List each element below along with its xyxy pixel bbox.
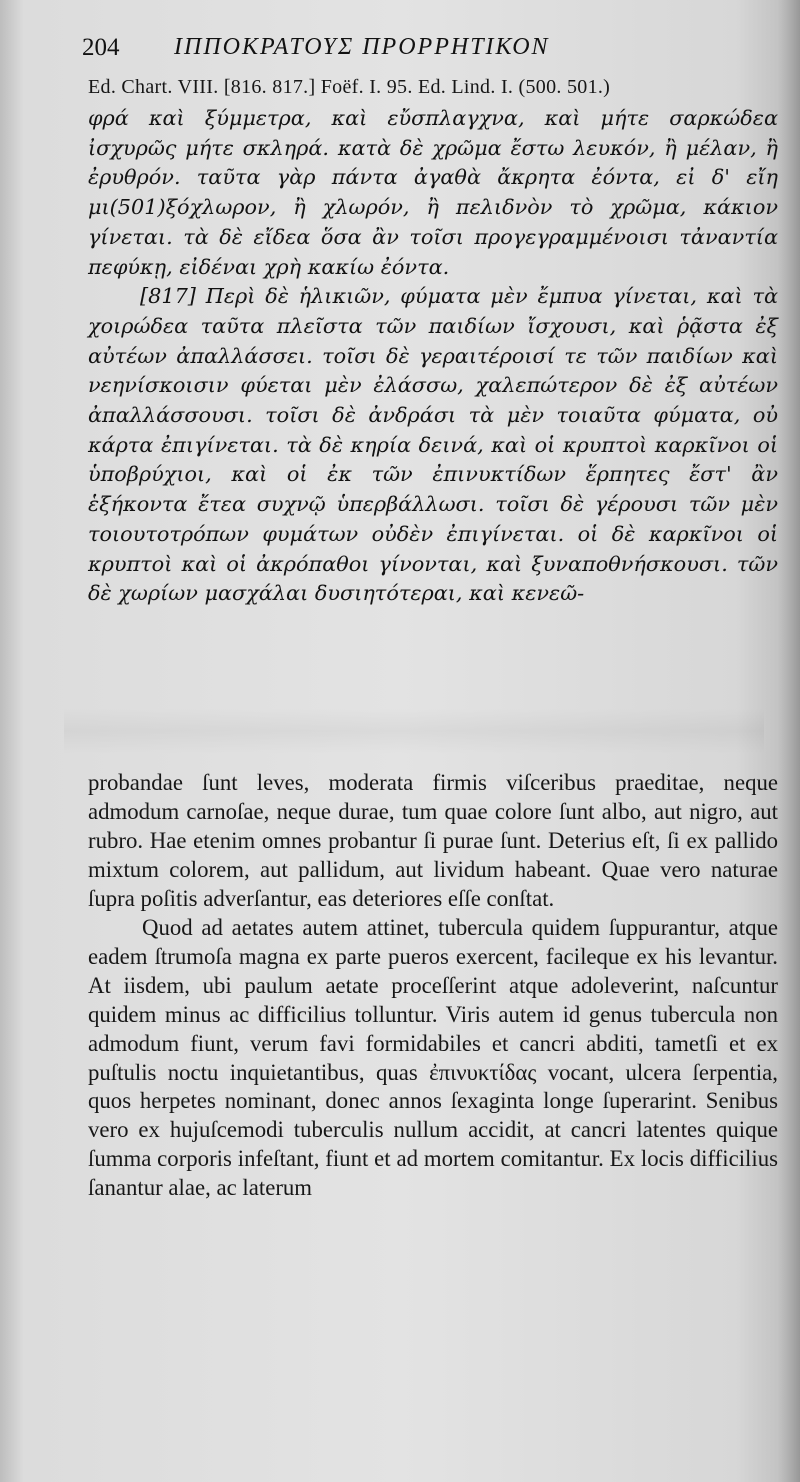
page-header	[82, 34, 782, 68]
page-title: ΙΠΠΟΚΡΑΤΟΥΣ ΠΡΟΡΡΗΤΙΚΟΝ	[174, 34, 550, 60]
page-number: 204	[82, 34, 120, 61]
page-edge-shadow	[778, 0, 800, 1482]
greek-paragraph-2: [817] Περὶ δὲ ἡλικιῶν, φύματα μὲν ἔμπυα γίνεται, καὶ τὰ χοιρώδεα ταῦτα πλεῖστα τῶν παιδίων ἴσχουσι, καὶ ῥᾷστα ἐξ αὐτέων ἀπαλλάσσει. τοῖσι δὲ γεραιτέροισί τε τῶν παιδίων καὶ νεηνίσκοισιν φύεται μὲν ἐλάσσω, χαλεπώτερον δὲ ἐξ αὐτέων ἀπαλλάσσουσι. τοῖσι δὲ ἀνδράσι τὰ μὲν τοιαῦτα φύματα, οὐ κάρτα ἐπιγίνεται. τὰ δὲ κηρία δεινά, καὶ οἱ κρυπτοὶ καρκῖνοι οἱ ὑποβρύχιοι, καὶ οἱ ἐκ τῶν ἐπινυκτίδων ἕρπητες ἔστ' ἂν ἑξήκοντα ἔτεα συχνῷ ὑπερβάλλωσι. τοῖσι δὲ γέρουσι τῶν μὲν τοιουτοτρόπων φυμάτων οὐδὲν ἐπιγίνεται. οἱ δὲ καρκῖνοι οἱ κρυπτοὶ καὶ οἱ ἀκρόπαθοι γίνονται, καὶ ξυναποθνήσκουσι. τῶν δὲ χωρίων μασχάλαι δυσιητότεραι, καὶ κενεῶ-	[88, 284, 778, 606]
edition-reference: Ed. Chart. VIII. [816. 817.] Foëf. I. 95. Ed. Lind. I. (500. 501.)	[88, 76, 611, 98]
latin-paragraph-2: Quod ad aetates autem attinet, tubercula quidem ſuppurantur, atque eadem ſtrumoſa magna ex parte pueros exercent, facileque ex his levantur. At iisdem, ubi paulum aetate proceſſerint atque adoleverint, naſcuntur quidem minus ac difficilius tolluntur. Viris autem id genus tubercula non admodum fiunt, verum favi formidabiles et cancri abditi, tametſi et ex puſtulis noctu inquietantibus, quas ἐπινυκτίδας vocant, ulcera ſerpentia, quos herpetes nominant, donec annos ſexaginta longe ſuperarint. Senibus vero ex hujuſcemodi tuberculis nullum accidit, at cancri latentes quique ſumma corporis infeſtant, fiunt et ad mortem comitantur. Ex locis difficilius ſanantur alae, ac laterum	[88, 914, 778, 1201]
greek-text-block	[88, 104, 778, 609]
greek-paragraph-1: φρά καὶ ξύμμετρα, καὶ εὔσπλαγχνα, καὶ μήτε σαρκώδεα ἰσχυρῶς μήτε σκληρά. κατὰ δὲ χρῶμα ἔστω λευκόν, ἢ μέλαν, ἢ ἐρυθρόν. ταῦτα γὰρ πάντα ἀγαθὰ ἄκρητα ἐόντα, εἰ δ' εἴη μι(501)ξόχλωρον, ἢ χλωρόν, ἢ πελιδνὸν τὸ χρῶμα, κάκιον γίνεται. τὰ δὲ εἴδεα ὅσα ἂν τοῖσι προγεγραμμένοισι τἀναντία πεφύκῃ, εἰδέναι χρὴ κακίω ἐόντα.	[88, 106, 778, 279]
latin-paragraph-1: probandae ſunt leves, moderata firmis viſceribus praeditae, neque admodum carnoſae, neque durae, tum quae colore ſunt albo, aut nigro, aut rubro. Hae etenim omnes probantur ſi purae ſunt. Deterius eſt, ſi ex pallido mixtum colorem, aut pallidum, aut lividum habeant. Quae vero naturae ſupra poſitis adverſantur, eas deteriores eſſe conſtat.	[88, 770, 778, 911]
latin-text-block	[88, 769, 778, 1203]
bleed-through-band	[64, 708, 764, 754]
